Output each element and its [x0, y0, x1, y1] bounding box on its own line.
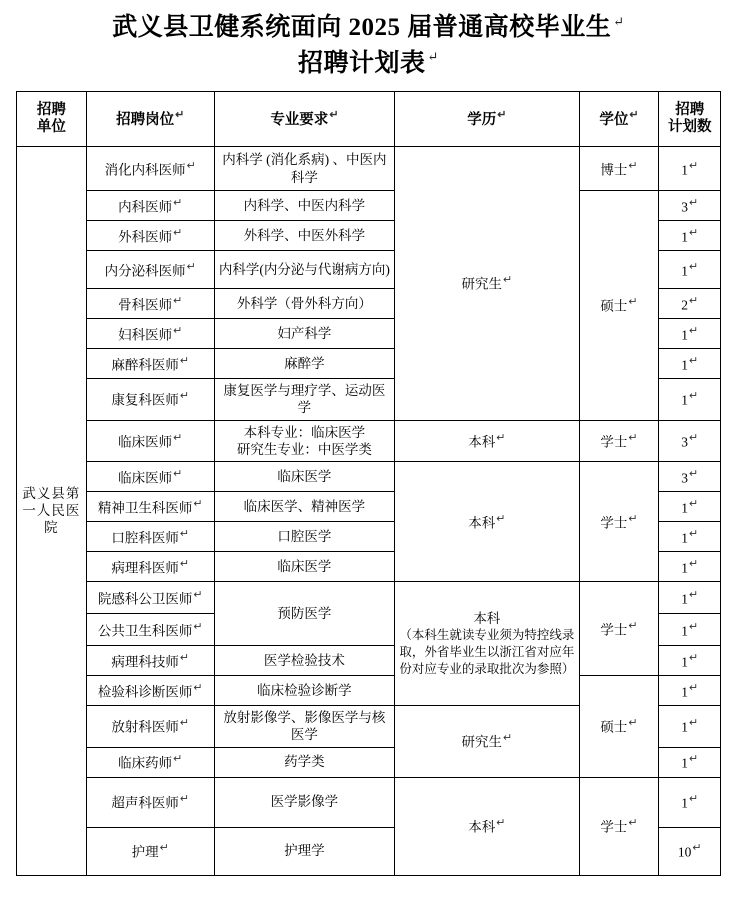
cell-major: 外科学（骨外科方向） [214, 289, 394, 319]
cell-post: 康复科医师↵ [86, 379, 214, 421]
cell-post: 内分泌科医师↵ [86, 251, 214, 289]
cell-post: 放射科医师↵ [86, 706, 214, 748]
table-body [17, 147, 721, 876]
pilcrow-mark: ↵ [689, 159, 699, 172]
page-title-line-1 [16, 10, 721, 46]
cell-major: 临床医学 [214, 462, 394, 492]
cell-count: 1↵ [659, 319, 721, 349]
cell-count: 1↵ [659, 676, 721, 706]
pilcrow-mark: ↵ [193, 497, 203, 510]
cell-count: 1↵ [659, 614, 721, 646]
cell-post: 内科医师↵ [86, 191, 214, 221]
pilcrow-mark: ↵ [629, 109, 639, 122]
pilcrow-mark: ↵ [502, 274, 513, 287]
cell-major: 本科专业：临床医学 研究生专业：中医学类 [214, 420, 394, 462]
pilcrow-mark: ↵ [173, 196, 183, 209]
cell-major: 临床检验诊断学 [214, 676, 394, 706]
cell-education: 研究生↵ [395, 147, 579, 421]
cell-major: 医学检验技术 [214, 646, 394, 676]
cell-major: 护理学 [214, 827, 394, 875]
cell-post: 精神卫生科医师↵ [86, 492, 214, 522]
pilcrow-mark: ↵ [173, 226, 183, 239]
cell-degree: 硕士↵ [579, 676, 659, 778]
cell-major: 麻醉学 [214, 349, 394, 379]
table-row [17, 582, 721, 614]
pilcrow-mark: ↵ [689, 294, 699, 307]
header-count: 招聘 计划数 [659, 92, 721, 147]
pilcrow-mark: ↵ [689, 226, 699, 239]
pilcrow-mark: ↵ [502, 732, 513, 745]
pilcrow-mark: ↵ [689, 324, 699, 337]
pilcrow-mark: ↵ [613, 13, 625, 29]
cell-major: 内科学 (消化系病) 、中医内科学 [214, 147, 394, 191]
pilcrow-mark: ↵ [689, 557, 699, 570]
cell-post: 口腔科医师↵ [86, 522, 214, 552]
cell-education: 本科↵ [395, 462, 579, 582]
pilcrow-mark: ↵ [329, 109, 339, 122]
pilcrow-mark: ↵ [193, 588, 203, 601]
education-note: （本科生就读专业须为特控线录取，外省毕业生以浙江省对应年份对应专业的录取批次为参照） [399, 627, 575, 676]
table-header-row [17, 92, 721, 147]
cell-major: 临床医学、精神医学 [214, 492, 394, 522]
cell-post: 病理科医师↵ [86, 552, 214, 582]
cell-major: 医学影像学 [214, 777, 394, 827]
pilcrow-mark: ↵ [173, 294, 183, 307]
cell-count: 1↵ [659, 552, 721, 582]
cell-post: 公共卫生科医师↵ [86, 614, 214, 646]
cell-post: 外科医师↵ [86, 221, 214, 251]
header-education: 学历↵ [395, 92, 579, 147]
cell-count: 3↵ [659, 420, 721, 462]
pilcrow-mark: ↵ [173, 467, 183, 480]
pilcrow-mark: ↵ [689, 588, 699, 601]
cell-count: 3↵ [659, 462, 721, 492]
pilcrow-mark: ↵ [179, 557, 190, 570]
cell-major: 内科学(内分泌与代谢病方向) [214, 251, 394, 289]
cell-count: 2↵ [659, 289, 721, 319]
cell-count: 1↵ [659, 251, 721, 289]
cell-education: 本科↵ [395, 420, 579, 462]
header-post: 招聘岗位↵ [86, 92, 214, 147]
pilcrow-mark: ↵ [628, 817, 638, 830]
cell-count: 10↵ [659, 827, 721, 875]
cell-post: 麻醉科医师↵ [86, 349, 214, 379]
pilcrow-mark: ↵ [179, 651, 190, 664]
table-row [17, 147, 721, 191]
header-major: 专业要求↵ [214, 92, 394, 147]
page-title-line-2 [16, 46, 721, 82]
pilcrow-mark: ↵ [173, 431, 183, 444]
pilcrow-mark: ↵ [179, 793, 190, 806]
table-row [17, 676, 721, 706]
pilcrow-mark: ↵ [628, 619, 638, 632]
pilcrow-mark: ↵ [689, 620, 699, 633]
pilcrow-mark: ↵ [173, 324, 183, 337]
cell-degree: 学士↵ [579, 420, 659, 462]
cell-degree: 硕士↵ [579, 191, 659, 421]
cell-education: 本科↵ [395, 777, 579, 875]
pilcrow-mark: ↵ [496, 431, 506, 444]
pilcrow-mark: ↵ [179, 390, 190, 403]
pilcrow-mark: ↵ [175, 109, 185, 122]
cell-post: 妇科医师↵ [86, 319, 214, 349]
pilcrow-mark: ↵ [689, 390, 699, 403]
pilcrow-mark: ↵ [159, 842, 169, 855]
cell-post: 消化内科医师↵ [86, 147, 214, 191]
cell-major: 药学类 [214, 747, 394, 777]
cell-post: 护理↵ [86, 827, 214, 875]
pilcrow-mark: ↵ [689, 651, 699, 664]
cell-count: 1↵ [659, 147, 721, 191]
cell-count: 1↵ [659, 221, 721, 251]
cell-count: 1↵ [659, 706, 721, 748]
cell-degree: 学士↵ [579, 582, 659, 676]
pilcrow-mark: ↵ [186, 260, 196, 273]
page-title [16, 10, 721, 81]
cell-post: 骨科医师↵ [86, 289, 214, 319]
cell-major: 妇产科学 [214, 319, 394, 349]
pilcrow-mark: ↵ [179, 527, 190, 540]
cell-count: 1↵ [659, 777, 721, 827]
cell-unit: 武义县第一人民医院 [17, 147, 87, 876]
cell-degree: 学士↵ [579, 777, 659, 875]
pilcrow-mark: ↵ [689, 717, 699, 730]
cell-post: 临床医师↵ [86, 420, 214, 462]
pilcrow-mark: ↵ [179, 354, 190, 367]
recruitment-plan-table [16, 91, 721, 876]
pilcrow-mark: ↵ [628, 159, 638, 172]
page-title-text-2: 招聘计划表 [298, 49, 426, 77]
cell-count: 1↵ [659, 747, 721, 777]
header-unit: 招聘 单位 [17, 92, 87, 147]
pilcrow-mark: ↵ [496, 512, 506, 525]
pilcrow-mark: ↵ [689, 354, 699, 367]
pilcrow-mark: ↵ [689, 497, 699, 510]
pilcrow-mark: ↵ [692, 842, 702, 855]
cell-major: 内科学、中医内科学 [214, 191, 394, 221]
cell-count: 1↵ [659, 522, 721, 552]
cell-degree: 博士↵ [579, 147, 659, 191]
cell-education: 研究生↵ [395, 706, 579, 778]
pilcrow-mark: ↵ [689, 681, 699, 694]
cell-count: 1↵ [659, 349, 721, 379]
cell-major: 口腔医学 [214, 522, 394, 552]
cell-count: 3↵ [659, 191, 721, 221]
page-title-text-1: 武义县卫健系统面向 2025 届普通高校毕业生 [112, 14, 612, 41]
pilcrow-mark: ↵ [689, 260, 699, 273]
pilcrow-mark: ↵ [628, 296, 638, 309]
cell-post: 检验科诊断医师↵ [86, 676, 214, 706]
pilcrow-mark: ↵ [628, 512, 638, 525]
pilcrow-mark: ↵ [689, 527, 699, 540]
pilcrow-mark: ↵ [193, 620, 203, 633]
cell-degree: 学士↵ [579, 462, 659, 582]
cell-major: 预防医学 [214, 582, 394, 646]
pilcrow-mark: ↵ [179, 717, 190, 730]
cell-count: 1↵ [659, 646, 721, 676]
cell-major: 临床医学 [214, 552, 394, 582]
pilcrow-mark: ↵ [173, 753, 183, 766]
pilcrow-mark: ↵ [497, 109, 507, 122]
table-row [17, 462, 721, 492]
cell-major: 外科学、中医外科学 [214, 221, 394, 251]
pilcrow-mark: ↵ [689, 467, 699, 480]
cell-major: 康复医学与理疗学、运动医学 [214, 379, 394, 421]
table-row [17, 777, 721, 827]
pilcrow-mark: ↵ [628, 431, 638, 444]
pilcrow-mark: ↵ [496, 817, 506, 830]
pilcrow-mark: ↵ [628, 717, 638, 730]
cell-count: 1↵ [659, 379, 721, 421]
cell-post: 病理科技师↵ [86, 646, 214, 676]
cell-post: 超声科医师↵ [86, 777, 214, 827]
cell-post: 院感科公卫医师↵ [86, 582, 214, 614]
pilcrow-mark: ↵ [427, 49, 439, 65]
table-header [17, 92, 721, 147]
table-row [17, 191, 721, 221]
cell-education: 本科 （本科生就读专业须为特控线录取，外省毕业生以浙江省对应年份对应专业的录取批次为参照） [395, 582, 579, 706]
pilcrow-mark: ↵ [689, 793, 699, 806]
pilcrow-mark: ↵ [193, 681, 203, 694]
pilcrow-mark: ↵ [689, 196, 699, 209]
cell-count: 1↵ [659, 492, 721, 522]
cell-count: 1↵ [659, 582, 721, 614]
header-degree: 学位↵ [579, 92, 659, 147]
cell-major: 放射影像学、影像医学与核医学 [214, 706, 394, 748]
pilcrow-mark: ↵ [186, 159, 196, 172]
table-row [17, 420, 721, 462]
cell-post: 临床药师↵ [86, 747, 214, 777]
cell-post: 临床医师↵ [86, 462, 214, 492]
pilcrow-mark: ↵ [689, 431, 699, 444]
pilcrow-mark: ↵ [689, 753, 699, 766]
